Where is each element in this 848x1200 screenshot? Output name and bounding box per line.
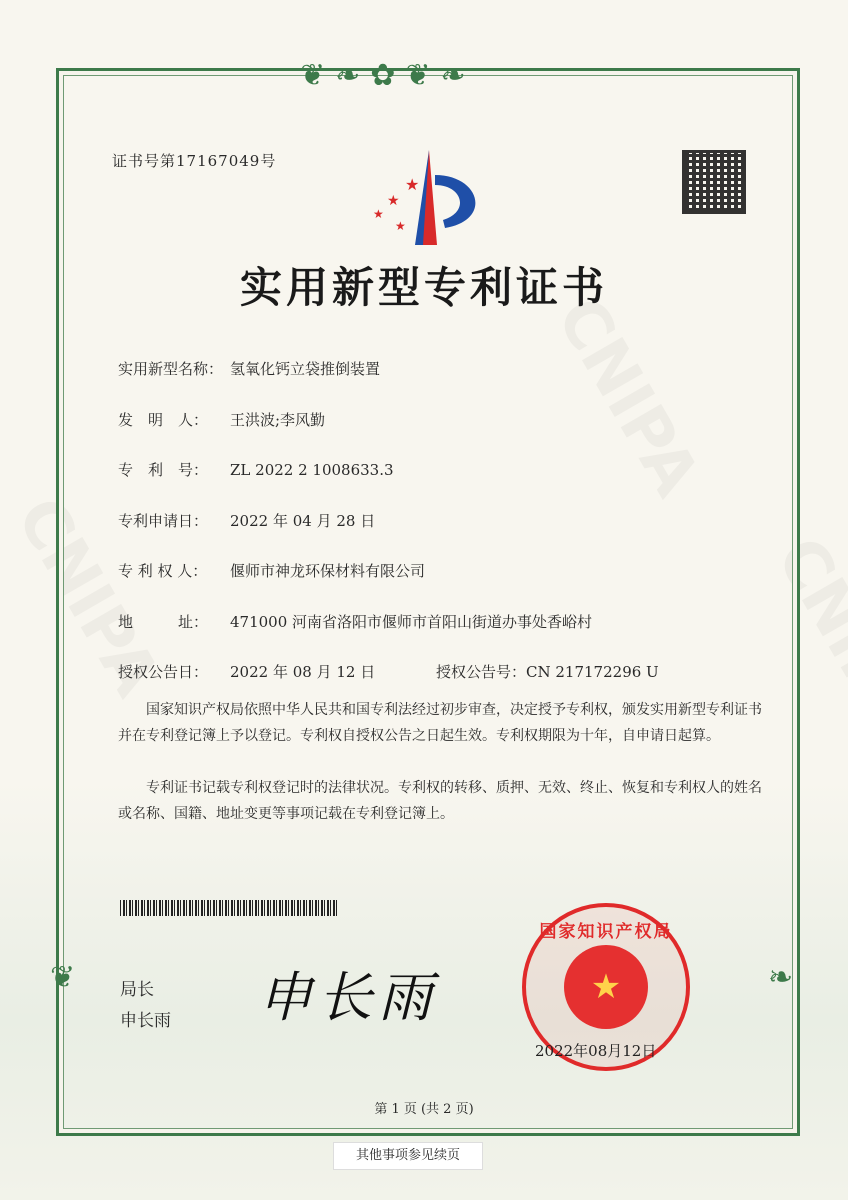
top-ornament: ❦❧✿❦❧ — [300, 58, 476, 93]
field-value: 2022 年 04 月 28 日 — [230, 512, 376, 530]
field-label: 授权公告号： — [436, 663, 527, 681]
field-value: CN 217172296 U — [526, 663, 659, 681]
cnipa-logo — [365, 150, 490, 250]
field-grant-date — [118, 661, 375, 682]
seal-date: 2022年08月12日 — [535, 1042, 657, 1060]
field-patentee — [118, 560, 425, 581]
field-value: ZL 2022 2 1008633.3 — [230, 461, 394, 479]
document-title: 实用新型专利证书 — [239, 263, 608, 312]
field-value: 氢氧化钙立袋推倒装置 — [230, 360, 381, 378]
paragraph-legal-status: 专利证书记载专利权登记时的法律状况。专利权的转移、质押、无效、终止、恢复和专利权人的姓名或名称、国籍、地址变更等事项记载在专利登记簿上。 — [118, 780, 762, 822]
director-signature: 申长雨 — [258, 966, 438, 1029]
field-label: 地 址： — [118, 613, 209, 631]
page-indicator: 第 1 页 (共 2 页) — [374, 1102, 474, 1117]
field-address — [118, 611, 592, 632]
director-title: 局长 — [120, 980, 154, 1000]
corner-ornament: ❦ — [50, 960, 76, 995]
logo-star: ★ — [395, 219, 406, 233]
logo-star: ★ — [387, 193, 400, 209]
field-label: 实用新型名称： — [118, 360, 224, 378]
field-value: 偃师市神龙环保材料有限公司 — [230, 562, 426, 580]
field-application-date — [118, 510, 375, 531]
field-announcement-number — [436, 661, 659, 682]
qr-code — [682, 150, 746, 214]
field-label: 专利申请日： — [118, 512, 209, 530]
field-label: 专 利 权 人： — [118, 562, 208, 580]
logo-star: ★ — [405, 175, 420, 194]
field-utility-model-name — [118, 358, 380, 379]
field-value: 王洪波;李风勤 — [230, 411, 326, 429]
field-label: 授权公告日： — [118, 663, 209, 681]
field-patent-number — [118, 459, 394, 480]
field-value: 471000 河南省洛阳市偃师市首阳山街道办事处香峪村 — [230, 613, 593, 631]
certificate-number: 证书号第17167049号 — [112, 152, 277, 170]
corner-ornament: ❧ — [768, 960, 794, 995]
field-inventor — [118, 409, 325, 430]
field-value: 2022 年 08 月 12 日 — [230, 663, 376, 681]
logo-blue-arc — [435, 175, 475, 228]
seal-text: 国家知识产权局 — [539, 922, 673, 942]
director-name: 申长雨 — [120, 1011, 171, 1031]
paragraph-grant: 国家知识产权局依照中华人民共和国专利法经过初步审查，决定授予专利权，颁发实用新型专利证书并在专利登记簿上予以登记。专利权自授权公告之日起生效。专利权期限为十年，自申请日起算。 — [118, 702, 762, 744]
field-label: 发 明 人： — [118, 411, 209, 429]
barcode — [120, 900, 338, 916]
field-label: 专 利 号： — [118, 461, 209, 479]
logo-star: ★ — [373, 207, 384, 221]
national-emblem-icon: ★ — [564, 945, 648, 1029]
other-matters-note: 其他事项参见续页 — [333, 1142, 483, 1170]
